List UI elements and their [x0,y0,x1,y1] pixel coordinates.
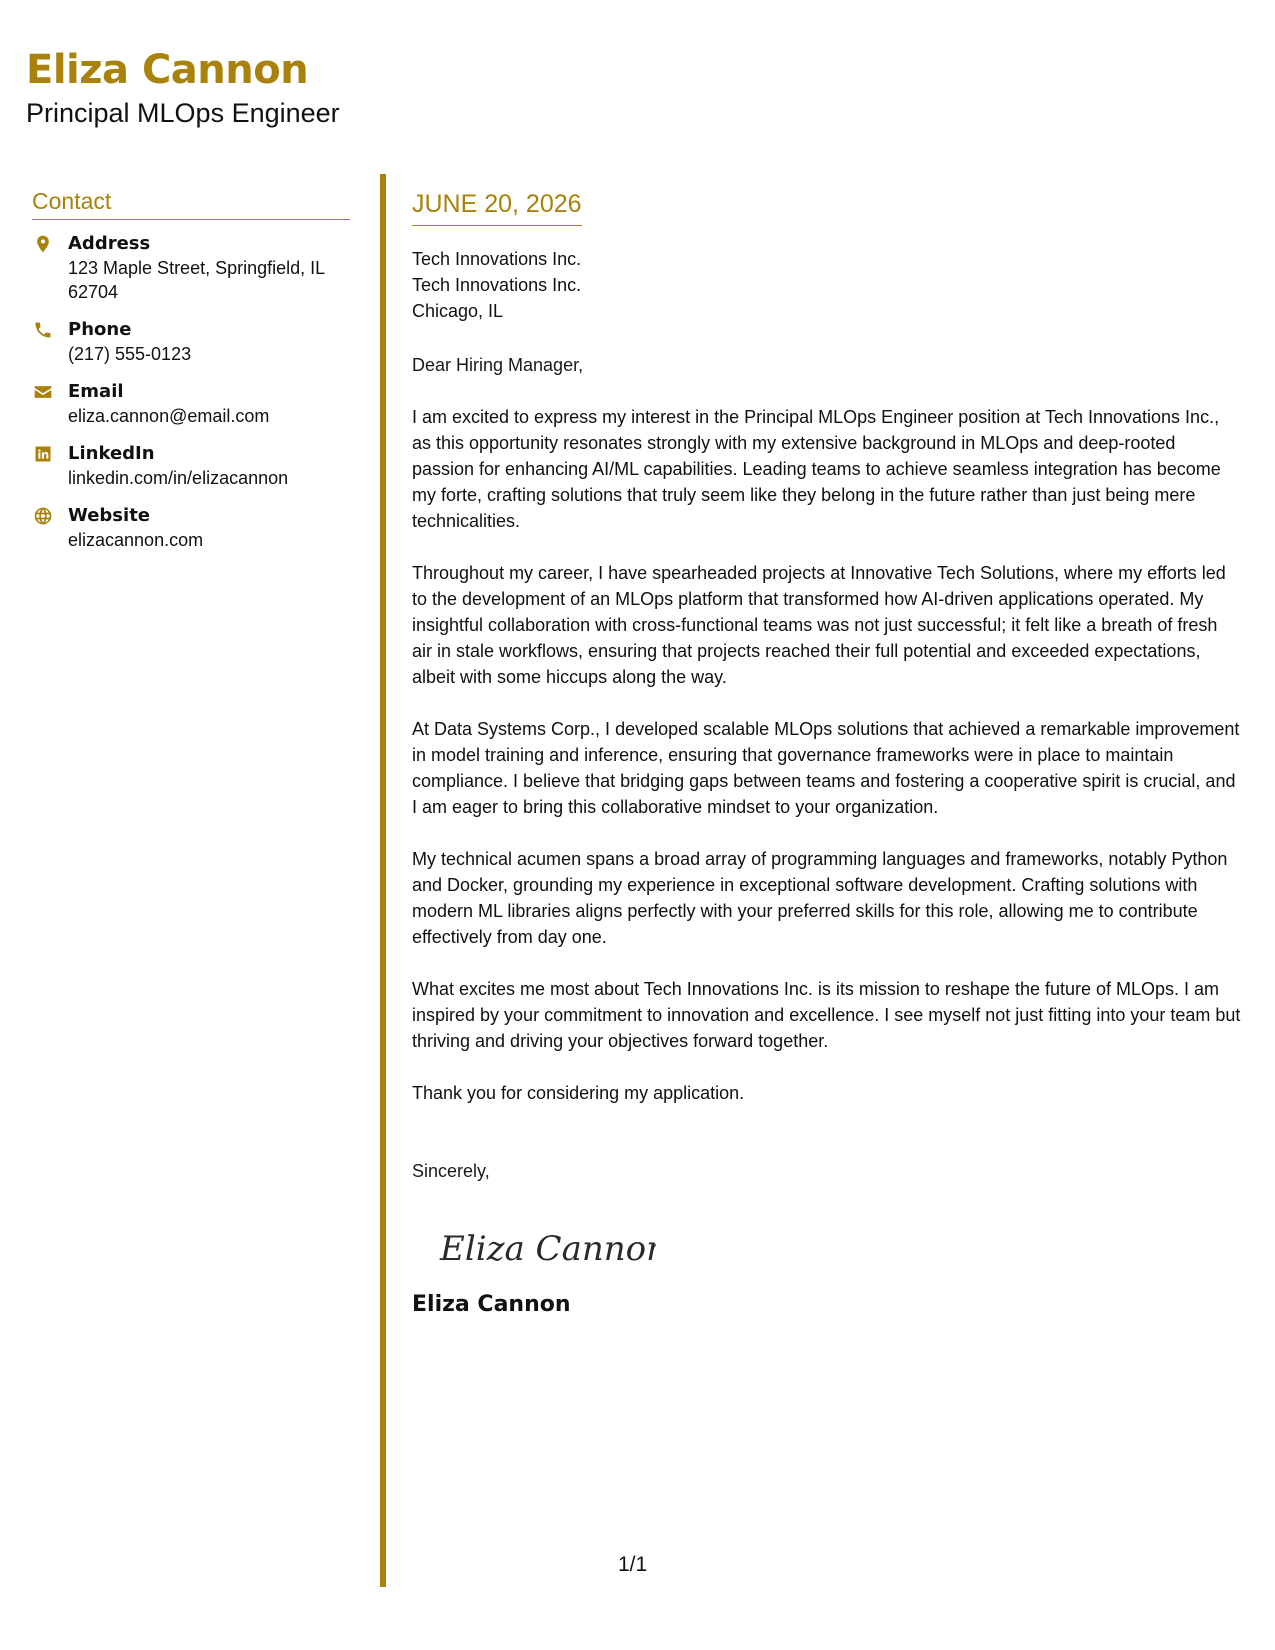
globe-icon [32,505,54,527]
vertical-divider [380,174,386,1587]
recipient-line: Tech Innovations Inc. [412,275,582,295]
website-value[interactable]: elizacannon.com [68,530,204,550]
contact-sidebar [32,188,350,566]
paragraph: My technical acumen spans a broad array of programming languages and frameworks, notably Python and Docker, grounding my experience in exceptional software development. Crafting solutions with modern ML libraries aligns perfectly with your preferred skills for this role, allowing me to contribute effectively from day one. [412,849,1228,947]
signature-text: Eliza Cannon [440,1229,656,1269]
linkedin-icon [32,443,54,465]
contact-label: Website [68,505,151,526]
address-value: 123 Maple Street, Springfield, IL 62704 [68,258,325,302]
recipient-block [412,246,1242,324]
contact-item-email [32,380,350,428]
handwritten-signature [436,1218,656,1278]
contact-label: Email [68,381,124,402]
contact-item-website [32,504,350,552]
paragraph: Throughout my career, I have spearheaded projects at Innovative Tech Solutions, where my efforts led to the development of an MLOps platform that transformed how AI-driven applications operated. My insightful collaboration with cross-functional teams was not just successful; it felt like a breath of fresh air in stale workflows, ensuring that projects reached their full potential and exceeded expectations, albeit with some hiccups along the way. [412,563,1226,687]
paragraph: I am excited to express my interest in the Principal MLOps Engineer position at Tech Innovations Inc., as this opportunity resonates strongly with my extensive background in MLOps and deep-rooted passion for enhancing AI/ML capabilities. Leading teams to achieve seamless integration has become my forte, crafting solutions that truly seem like they belong in the future rather than just being mere technicalities. [412,407,1221,531]
salutation: Dear Hiring Manager, [412,355,584,375]
linkedin-value[interactable]: linkedin.com/in/elizacannon [68,468,289,488]
paragraph: What excites me most about Tech Innovations Inc. is its mission to reshape the future of MLOps. I am inspired by your commitment to innovation and excellence. I see myself not just fitting into your team but thriving and driving your objectives forward together. [412,979,1241,1051]
contact-label: Address [68,233,151,254]
job-title: Principal MLOps Engineer [26,98,340,128]
phone-icon [32,319,54,341]
envelope-icon [32,381,54,403]
letter-body [412,190,1242,1317]
contact-item-phone [32,318,350,366]
email-value[interactable]: eliza.cannon@email.com [68,406,270,426]
recipient-line: Tech Innovations Inc. [412,249,582,269]
letter-date: JUNE 20, 2026 [412,190,582,226]
phone-value: (217) 555-0123 [68,344,192,364]
contact-label: Phone [68,319,132,340]
page-number: 1/1 [618,1553,648,1576]
map-pin-icon [32,233,54,255]
contact-label: LinkedIn [68,443,155,464]
header [26,48,340,129]
paragraph: Thank you for considering my application. [412,1083,745,1103]
signed-name: Eliza Cannon [412,1292,571,1317]
applicant-name: Eliza Cannon [26,47,309,93]
contact-heading: Contact [32,188,350,220]
closing: Sincerely, [412,1161,490,1181]
contact-item-linkedin [32,442,350,490]
recipient-line: Chicago, IL [412,301,504,321]
contact-item-address [32,232,350,304]
paragraph: At Data Systems Corp., I developed scalable MLOps solutions that achieved a remarkable improvement in model training and inference, ensuring that governance frameworks were in place to maintain compliance. I believe that bridging gaps between teams and fostering a cooperative spirit is crucial, and I am eager to bring this collaborative mindset to your organization. [412,719,1240,817]
